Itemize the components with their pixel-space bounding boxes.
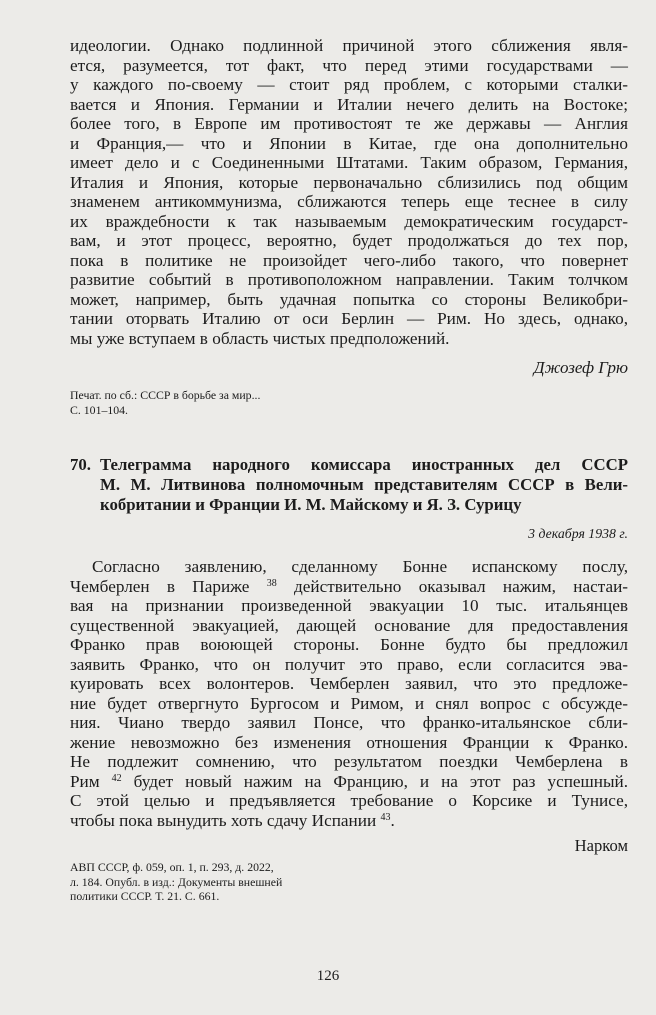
text-line: вается и Япония. Германии и Италии нечего делить на Востоке;: [70, 94, 628, 114]
text-line: С этой целью и предъявляется требование о Корсике и Тунисе,: [70, 791, 628, 810]
heading-line: [70, 455, 628, 475]
text-line: может, например, быть удачная попытка со стороны Великобри-: [70, 289, 628, 309]
text-line: куировать всех волонтеров. Чемберлен заявил, что это предложе-: [70, 674, 628, 693]
text-line: мы уже вступаем в область чистых предположений.: [70, 328, 450, 348]
text-line: Франко прав воюющей стороны. Бонне будто бы предложил: [70, 635, 628, 654]
source-line: С. 101–104.: [70, 402, 129, 417]
heading-line: кобритании и Франции И. М. Майскому и Я. З. Сурицу: [100, 495, 522, 514]
text-line: их враждебности к так называемым демократическим государст-: [70, 211, 628, 231]
footnote-ref: 43: [380, 811, 391, 823]
signature-grew: Джозеф Грю: [533, 358, 628, 377]
source-line: политики СССР. Т. 21. С. 661.: [70, 889, 220, 903]
text-line: знаменем антикоммунизма, сближаются теперь еще теснее в силу: [70, 192, 628, 211]
text-line: Не подлежит сомнению, что результатом поездки Чемберлена в: [70, 752, 628, 771]
text-line: чтобы пока вынудить хоть сдачу Испании $^{43}$.: [70, 810, 395, 830]
text-line: Чемберлен в Париже $^{38}$ действительно оказывал нажим, настаи-: [70, 576, 628, 596]
text-line: Италия и Япония, которые первоначально сблизились под общим: [70, 172, 628, 192]
text-line: и Франция,— что и Японии в Китае, где она дополнительно: [70, 133, 628, 153]
telegram-body: [70, 557, 628, 830]
text-line: развитие событий в противоположном направлении. Таким толчком: [70, 270, 628, 289]
paragraph-continued: [70, 36, 628, 348]
text-line: Согласно заявлению, сделанному Бонне испанскому послу,: [92, 557, 628, 576]
footnote-ref: 38: [266, 577, 277, 589]
text-line: у каждого по-своему — стоит ряд проблем, с которыми сталки-: [70, 75, 628, 94]
text-line: существенной эвакуацией, дающей основание для предоставления: [70, 615, 628, 635]
text-line: заявить Франко, что он получит это право, если согласится эва-: [70, 654, 628, 674]
document-number: 70.: [70, 455, 91, 474]
text-line: вам, и этот процесс, вероятно, будет продолжаться до тех пор,: [70, 231, 628, 250]
text-line: имеет дело и с Соединенными Штатами. Таким образом, Германия,: [70, 153, 628, 172]
text-line: ется, разумеется, тот факт, что перед этими государствами —: [70, 55, 628, 75]
text-line: пока в политике не произойдет чего-либо такого, что повернет: [70, 250, 628, 270]
page-number: 126: [316, 968, 340, 984]
text-line: более того, в Европе им противостоят те же державы — Англия: [70, 114, 628, 133]
page-content: [70, 36, 628, 904]
source-line: АВП СССР, ф. 059, оп. 1, п. 293, д. 2022,: [70, 860, 274, 874]
text-line: ние будет отвергнуто Бургосом и Римом, и снял вопрос с обсужде-: [70, 693, 628, 713]
source-line: Печат. по сб.: СССР в борьбе за мир...: [70, 388, 261, 402]
text-line: ния. Чиано твердо заявил Понсе, что франко-итальянское сбли-: [70, 713, 628, 732]
signature-narkom: Нарком: [574, 836, 628, 855]
footnote-ref: 42: [111, 772, 122, 784]
document-heading: [70, 455, 628, 515]
text-line: Рим $^{42}$ будет новый нажим на Францию, и на этот раз успешный.: [70, 771, 628, 791]
heading-line: М. М. Литвинова полномочным представителям СССР в Вели-: [100, 475, 628, 494]
source-note-1: [70, 388, 628, 417]
text-line: вая на признании произведенной эвакуации 10 тыс. итальянцев: [70, 596, 628, 615]
text-line: тании оторвать Италию от оси Берлин — Рим. Но здесь, однако,: [70, 309, 628, 328]
source-line: л. 184. Опубл. в изд.: Документы внешней: [70, 874, 283, 889]
document-date: 3 декабря 1938 г.: [528, 526, 628, 541]
heading-text: Телеграмма народного комиссара иностранных дел СССР: [100, 455, 628, 474]
source-note-2: [70, 860, 628, 904]
text-line: жение невозможно без изменения отношения Франции к Франко.: [70, 732, 628, 752]
text-line: идеологии. Однако подлинной причиной этого сближения явля-: [70, 36, 628, 55]
